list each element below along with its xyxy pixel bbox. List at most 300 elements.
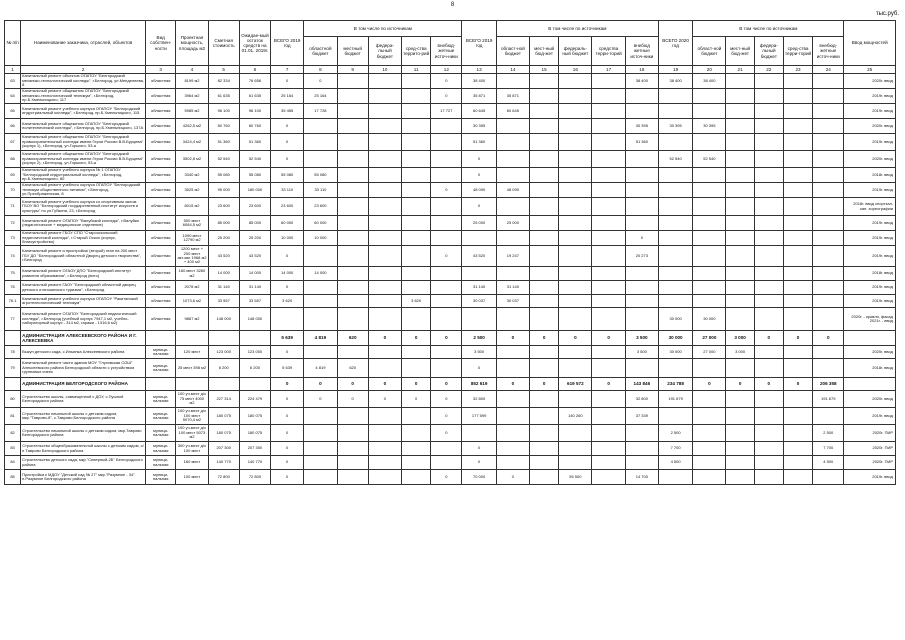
table-cell (337, 89, 368, 104)
table-cell: 9867 м2 (176, 308, 208, 331)
table-cell (337, 246, 368, 267)
table-cell (754, 456, 783, 470)
table-cell: 0 (368, 391, 401, 408)
table-cell: 4 819 (304, 331, 337, 346)
table-cell: 120 мест (176, 346, 208, 359)
table-cell: 72 (5, 216, 21, 231)
table-cell: 500 мест 6084,5 м2 (176, 216, 208, 231)
table-cell: 0 (368, 378, 401, 391)
table-cell: 3 500 (625, 346, 658, 359)
table-cell: 300 уч.мест д/с 100 мест (176, 442, 208, 456)
header-cell: областной бюджет (304, 37, 337, 66)
table-cell (176, 331, 208, 346)
table-cell: 0 (462, 198, 496, 216)
table-cell: 85 000 (208, 216, 239, 231)
object-name-cell: Строительство начальной школы с детским садом, мкр."Таврово-8", с.Таврово Белгородского района (21, 408, 146, 425)
table-cell (559, 168, 592, 183)
column-number: 1 (5, 66, 21, 74)
table-cell: 19 247 (496, 246, 529, 267)
table-cell: 0 (754, 331, 783, 346)
table-cell: 55 080 (208, 168, 239, 183)
table-cell (337, 281, 368, 295)
header-group: В том числе по источникам (496, 21, 658, 37)
table-row (5, 74, 896, 89)
table-cell: 52 540 (239, 151, 270, 168)
table-cell (402, 281, 431, 295)
table-cell: муници-пальная (146, 391, 176, 408)
table-cell (693, 281, 726, 295)
table-cell: 30 395 (625, 119, 658, 134)
header-cell: сред-ства терри-торий (783, 37, 812, 66)
table-cell (337, 308, 368, 331)
table-cell (658, 281, 692, 295)
table-cell: 30 395 (462, 119, 496, 134)
table-cell (754, 295, 783, 308)
table-cell: 0 (271, 246, 304, 267)
commissioning-cell: 2019г. ввод (844, 89, 896, 104)
table-cell (754, 281, 783, 295)
table-cell (368, 104, 401, 119)
table-cell (462, 231, 496, 246)
table-cell (337, 470, 368, 485)
table-cell: 51 360 (462, 134, 496, 151)
table-cell (693, 168, 726, 183)
table-cell (783, 456, 812, 470)
table-cell: 0 (271, 456, 304, 470)
table-cell (337, 134, 368, 151)
commissioning-cell: 2020г. ПИР (844, 425, 896, 442)
table-cell: 180 075 (208, 425, 239, 442)
table-cell (431, 308, 462, 331)
object-name-cell: Капитальный ремонт ОГАПОУ "Белгородский педагогический колледж", г.Белгород (учебный корпус 7947,1 м2, учебно-лабораторный корпус - 314 м2, гаражи - 1316,6 м2) (21, 308, 146, 331)
table-cell: 0 (783, 331, 812, 346)
commissioning-cell: 2020г. ввод (844, 119, 896, 134)
table-cell: областная (146, 104, 176, 119)
table-cell: 25 000 (496, 216, 529, 231)
table-cell (530, 119, 559, 134)
commissioning-cell: 2019г. ввод (844, 134, 896, 151)
table-cell: 5 639 (271, 359, 304, 378)
table-cell: 35 455 (271, 104, 304, 119)
column-number: 17 (592, 66, 625, 74)
table-cell (496, 119, 529, 134)
table-cell: 0 (271, 442, 304, 456)
table-cell: 100 мест (176, 470, 208, 485)
table-cell (431, 456, 462, 470)
object-name-cell: Капитальный ремонт учебного корпуса ОГАПОУ "Ракитянский агротехнологический техникум" (21, 295, 146, 308)
header-cell: внебюд-жетные источ-ники (813, 37, 844, 66)
table-cell (693, 425, 726, 442)
table-cell (625, 168, 658, 183)
table-cell (337, 216, 368, 231)
column-number: 13 (462, 66, 496, 74)
table-cell: 0 (431, 391, 462, 408)
table-cell (304, 456, 337, 470)
table-cell: областная (146, 151, 176, 168)
table-cell: 6015 м2 (176, 198, 208, 216)
table-cell (658, 295, 692, 308)
table-cell (304, 470, 337, 485)
table-cell: 52 540 (693, 151, 726, 168)
table-cell: 52 540 (208, 151, 239, 168)
table-cell (693, 391, 726, 408)
table-cell (813, 216, 844, 231)
table-cell: 70 000 (462, 470, 496, 485)
table-cell (693, 231, 726, 246)
table-cell (592, 246, 625, 267)
table-cell (754, 408, 783, 425)
table-cell: 74 (5, 246, 21, 267)
table-cell: 3 000 (726, 346, 754, 359)
table-cell: 0 (530, 378, 559, 391)
table-cell (304, 134, 337, 151)
table-cell (496, 308, 529, 331)
table-cell (754, 119, 783, 134)
table-cell (530, 74, 559, 89)
object-name-cell: Пристройка к МДОУ "Детский сад № 27" мкр."Разумное - 34" п.Разумное Белгородского района (21, 470, 146, 485)
table-cell: 25 мест 398 м2 (176, 359, 208, 378)
table-cell (496, 134, 529, 151)
table-cell (813, 246, 844, 267)
table-cell (754, 183, 783, 198)
object-name-cell: Капитальный ремонт учебного корпуса ОГАПОУ "Белгородский техникум общественного питания", г.Белгород, ул.Преображенская, 8 (21, 183, 146, 198)
table-cell (693, 442, 726, 456)
table-cell (402, 183, 431, 198)
table-row (5, 281, 896, 295)
table-cell (813, 231, 844, 246)
table-cell (559, 359, 592, 378)
table-cell (402, 246, 431, 267)
table-cell (783, 183, 812, 198)
table-cell (337, 295, 368, 308)
table-cell: 60 000 (271, 216, 304, 231)
table-cell: 72 800 (239, 470, 270, 485)
table-cell: 3 500 (625, 331, 658, 346)
table-row (5, 89, 896, 104)
table-cell: 191 679 (658, 391, 692, 408)
table-cell: 180 075 (239, 425, 270, 442)
table-cell (658, 246, 692, 267)
table-cell: 60 760 (239, 119, 270, 134)
table-cell: 1200 мест + 200 мест акт.зал 1968 м2 + 400 м2 (176, 246, 208, 267)
table-cell (813, 359, 844, 378)
table-cell (368, 134, 401, 151)
table-cell: 4262,5 м2 (176, 119, 208, 134)
table-cell (693, 134, 726, 151)
table-cell: муници-пальная (146, 346, 176, 359)
table-cell (813, 168, 844, 183)
table-cell: 0 (431, 183, 462, 198)
table-cell (559, 74, 592, 89)
table-cell: 48 090 (462, 183, 496, 198)
table-cell (813, 295, 844, 308)
table-cell (431, 134, 462, 151)
object-name-cell: Капитальный ремонт и пристройка/ (второй) этап на 200 мест ГБУ ДО "Белгородский областной Дворец детского творчества", г.Белгород (21, 246, 146, 267)
table-cell: 25 200 (208, 231, 239, 246)
table-cell (726, 246, 754, 267)
table-cell (754, 198, 783, 216)
header-cell: Ожидае-мый остаток средств на 01.01. 2019г. (239, 21, 270, 66)
table-cell (431, 119, 462, 134)
table-cell (625, 308, 658, 331)
table-cell: 140 770 (239, 456, 270, 470)
table-cell: 66 (5, 119, 21, 134)
table-cell: 0 (304, 74, 337, 89)
table-cell: областная (146, 168, 176, 183)
table-cell (783, 442, 812, 456)
table-cell: 10 000 (271, 231, 304, 246)
table-cell (754, 231, 783, 246)
table-cell: 72 800 (208, 470, 239, 485)
table-cell (462, 308, 496, 331)
table-cell (530, 151, 559, 168)
table-cell: 620 (337, 331, 368, 346)
table-cell: 43 520 (239, 246, 270, 267)
table-cell (337, 408, 368, 425)
table-cell: 0 (368, 331, 401, 346)
table-cell (559, 198, 592, 216)
table-cell (754, 104, 783, 119)
table-cell (658, 267, 692, 281)
table-cell (658, 470, 692, 485)
table-cell (368, 168, 401, 183)
table-cell: 0 (431, 470, 462, 485)
object-name-cell: Капитальный ремонт общежития ОГАПОУ "Белгородский политехнический колледж", г.Белгород, пр.Б.Хмельницкого, 137А (21, 119, 146, 134)
table-cell (783, 308, 812, 331)
table-cell: 31 140 (496, 281, 529, 295)
table-cell (726, 104, 754, 119)
table-cell: 51 360 (625, 134, 658, 151)
table-cell: 140 260 (559, 408, 592, 425)
table-cell: 160 мест (176, 456, 208, 470)
table-cell (592, 183, 625, 198)
table-cell: 123 000 (208, 346, 239, 359)
table-cell: 0 (304, 378, 337, 391)
table-cell (559, 456, 592, 470)
table-cell (402, 231, 431, 246)
table-cell (368, 456, 401, 470)
table-cell (783, 391, 812, 408)
column-number: 24 (813, 66, 844, 74)
table-row (5, 104, 896, 119)
table-cell: 0 (431, 378, 462, 391)
table-cell: 60 645 (462, 104, 496, 119)
table-cell (496, 198, 529, 216)
table-cell: 0 (271, 151, 304, 168)
table-cell (402, 151, 431, 168)
table-cell (783, 408, 812, 425)
table-cell: 30 000 (658, 308, 692, 331)
table-cell (726, 281, 754, 295)
table-cell (726, 359, 754, 378)
header-cell: мест-ный бюд-жет (726, 37, 754, 66)
table-cell: 30 037 (496, 295, 529, 308)
table-cell: 30 037 (462, 295, 496, 308)
table-cell: 38 400 (693, 74, 726, 89)
table-cell (658, 104, 692, 119)
commissioning-cell: 2019г. ввод (844, 183, 896, 198)
table-cell: областная (146, 119, 176, 134)
table-cell (368, 470, 401, 485)
table-cell: 1090 мест 12790 м2 (176, 231, 208, 246)
object-name-cell: Строительство детского сада, мкр."Северный-2Б" Белгородского района (21, 456, 146, 470)
table-cell: 0 (271, 391, 304, 408)
table-cell (402, 442, 431, 456)
table-cell (368, 231, 401, 246)
table-cell (5, 331, 21, 346)
table-cell: 30 000 (693, 308, 726, 331)
table-cell: 4 819 (304, 359, 337, 378)
table-cell: 0 (431, 74, 462, 89)
table-cell (813, 408, 844, 425)
table-cell (239, 331, 270, 346)
table-cell: 0 (530, 331, 559, 346)
header-cell: ВСЕГО 2019 год (462, 21, 496, 66)
table-cell (592, 267, 625, 281)
table-cell (783, 246, 812, 267)
table-cell (496, 168, 529, 183)
table-cell (402, 119, 431, 134)
table-cell: 0 (271, 119, 304, 134)
table-cell: 23 600 (208, 198, 239, 216)
table-row (5, 391, 896, 408)
table-cell (813, 183, 844, 198)
table-cell (726, 119, 754, 134)
table-cell: областная (146, 267, 176, 281)
object-name-cell: Капитальный ремонт общежития ОГАПОУ "Белгородский механико-технологический техникум", г.Белгород, пр.Б.Хмельницкого, 117 (21, 89, 146, 104)
header-cell: сред-ства террито-рий (402, 37, 431, 66)
table-cell (658, 216, 692, 231)
table-cell: муници-пальная (146, 359, 176, 378)
column-number: 23 (783, 66, 812, 74)
table-cell (402, 74, 431, 89)
table-cell: 0 (431, 89, 462, 104)
column-number: 15 (530, 66, 559, 74)
commissioning-cell: 2020г. ПИР (844, 456, 896, 470)
column-number: 5 (208, 66, 239, 74)
header-cell: област-ной бюджет (496, 37, 529, 66)
table-cell (559, 267, 592, 281)
table-cell (368, 183, 401, 198)
table-cell (625, 442, 658, 456)
table-row (5, 183, 896, 198)
table-cell (559, 183, 592, 198)
table-cell (431, 346, 462, 359)
table-cell (754, 267, 783, 281)
table-cell: 0 (271, 134, 304, 151)
column-number: 11 (402, 66, 431, 74)
object-name-cell: Капитальный ремонт части здания МОУ "Глуховская СОШ" Алексеевского района Белгородской области с устройством групповых ячеек (21, 359, 146, 378)
table-cell (726, 408, 754, 425)
table-cell (530, 104, 559, 119)
table-cell (625, 267, 658, 281)
object-name-cell: Строительство начальной школы с детским садом, мкр.Таврово Белгородского района (21, 425, 146, 442)
table-cell: 32 800 (625, 391, 658, 408)
table-cell: 77 (5, 308, 21, 331)
table-cell (783, 281, 812, 295)
column-number: 16 (559, 66, 592, 74)
table-cell: 3502,8 м2 (176, 151, 208, 168)
table-cell: 37 339 (625, 408, 658, 425)
table-cell: 65 (5, 104, 21, 119)
table-cell (337, 425, 368, 442)
table-cell (431, 168, 462, 183)
commissioning-cell: 2020г. ввод (844, 151, 896, 168)
table-cell (496, 74, 529, 89)
table-cell (337, 151, 368, 168)
commissioning-cell: 2018г. ввод (844, 267, 896, 281)
table-cell (592, 346, 625, 359)
table-cell: 23 600 (271, 198, 304, 216)
table-cell (368, 359, 401, 378)
table-cell: 67 (5, 134, 21, 151)
table-cell (754, 168, 783, 183)
commissioning-cell (844, 378, 896, 391)
table-cell (726, 134, 754, 151)
table-cell (625, 198, 658, 216)
table-cell (368, 408, 401, 425)
table-cell (368, 151, 401, 168)
table-cell: 0 (271, 281, 304, 295)
table-cell (813, 104, 844, 119)
table-cell (402, 308, 431, 331)
table-cell (402, 425, 431, 442)
object-name-cell: Капитальный ремонт общежития ОГАПОУ "Белгородский правоохранительный колледж имени Героя России В.В.Бурцева" (корпус 1), г.Белгород, ул.Горького, 53-а (21, 134, 146, 151)
header-cell: Проектная мощность, площадь м2 (176, 21, 208, 66)
table-cell: 143 846 (625, 378, 658, 391)
table-cell (559, 231, 592, 246)
table-cell: 0 (337, 378, 368, 391)
table-row (5, 168, 896, 183)
table-cell: 8199 м2 (176, 74, 208, 89)
table-cell: 76 656 (239, 74, 270, 89)
table-cell: 38 400 (658, 74, 692, 89)
table-cell (368, 295, 401, 308)
table-cell (625, 295, 658, 308)
table-cell (337, 168, 368, 183)
table-cell (592, 119, 625, 134)
table-cell: 38 400 (462, 74, 496, 89)
table-cell (176, 378, 208, 391)
commissioning-cell: 2020г. ввод (844, 74, 896, 89)
table-cell: 6 200 (239, 359, 270, 378)
table-cell (496, 425, 529, 442)
table-row (5, 198, 896, 216)
budget-table (4, 20, 896, 485)
table-cell (754, 470, 783, 485)
table-cell (208, 331, 239, 346)
table-cell: 0 (592, 378, 625, 391)
column-number: 10 (368, 66, 401, 74)
table-cell (754, 346, 783, 359)
table-cell: 61 635 (208, 89, 239, 104)
table-cell (496, 359, 529, 378)
table-row (5, 119, 896, 134)
header-cell: мест-ный бюд-жет (530, 37, 559, 66)
table-cell: 0 (462, 359, 496, 378)
table-cell (726, 198, 754, 216)
table-cell (496, 151, 529, 168)
table-cell (693, 456, 726, 470)
table-cell: 30 395 (658, 119, 692, 134)
table-cell: 3 000 (726, 331, 754, 346)
table-cell: 31 140 (208, 281, 239, 295)
table-cell: 0 (271, 74, 304, 89)
table-cell: областная (146, 295, 176, 308)
table-cell: 30 000 (658, 331, 692, 346)
table-cell: 20 273 (625, 246, 658, 267)
header-cell: средства терри-торий (592, 37, 625, 66)
